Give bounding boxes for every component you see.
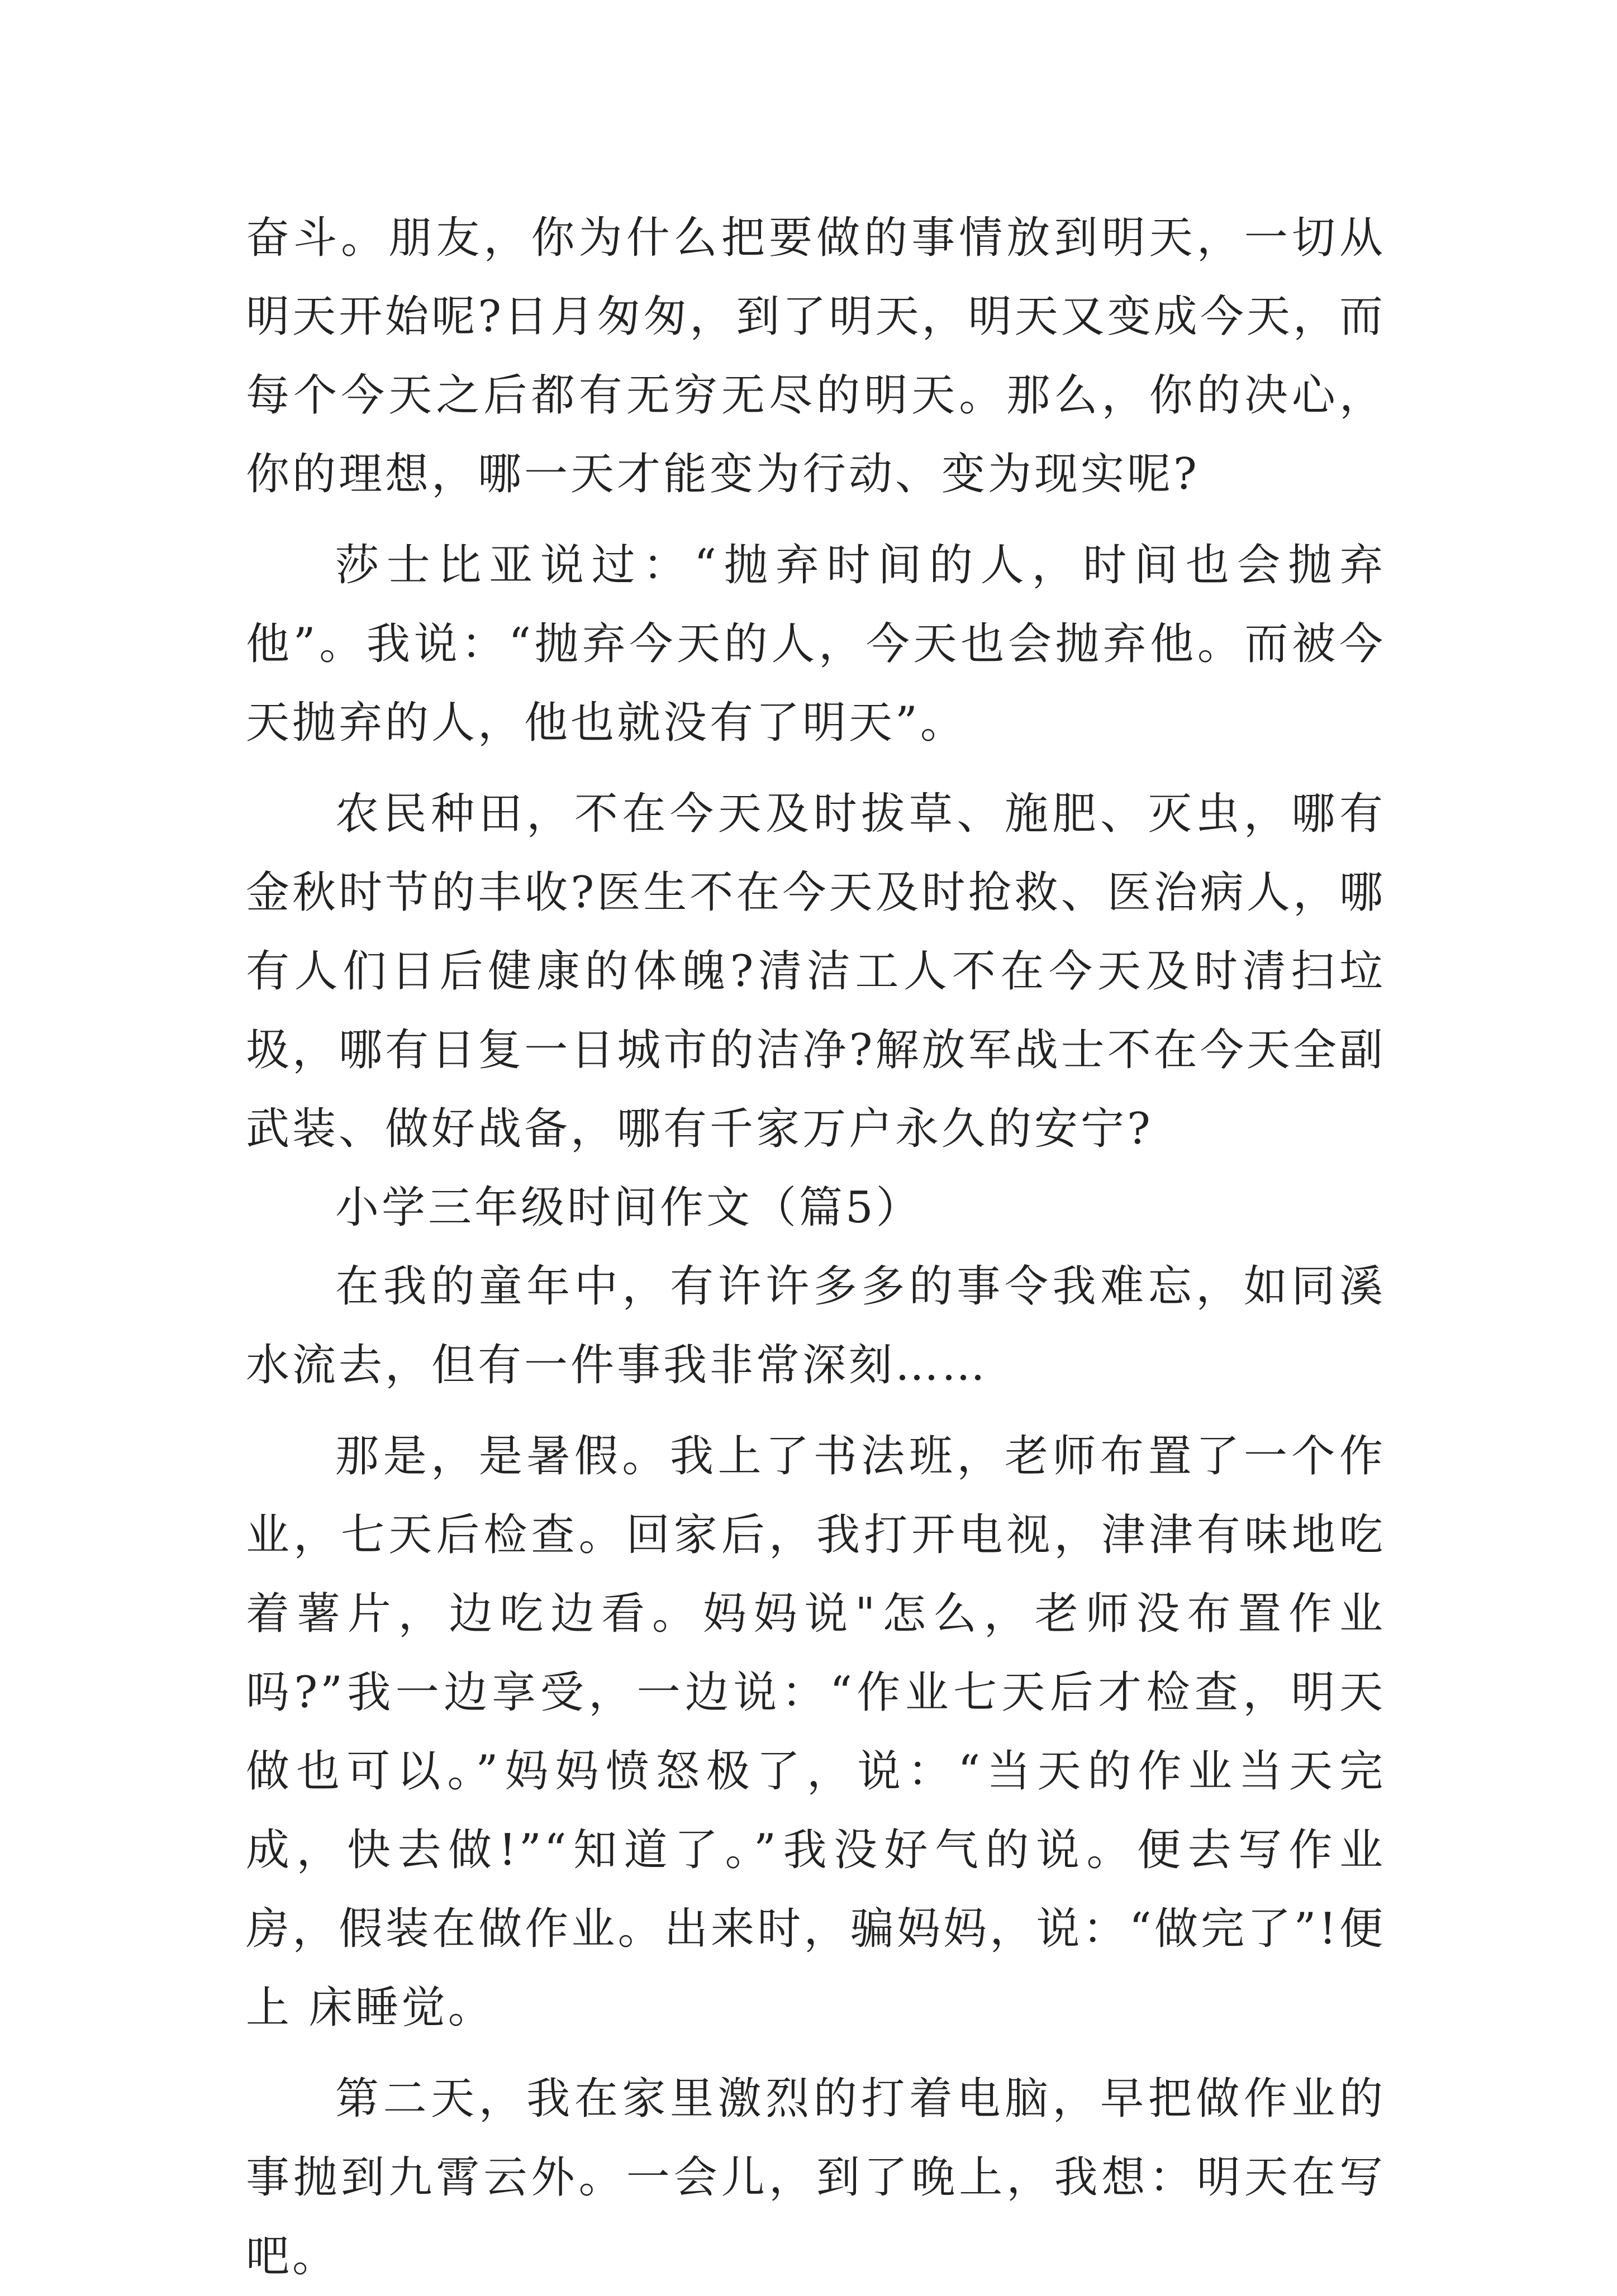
- document-body: [246, 199, 1386, 2296]
- section-heading: 小学三年级时间作文（篇5）: [335, 1183, 922, 1233]
- paragraph-3: 农民种田，不在今天及时拔草、施肥、灭虫，哪有金秋时节的丰收?医生不在今天及时抢救、医治病人，哪有人们日后健康的体魄?清洁工人不在今天及时清扫垃圾，哪有日复一日城市的洁净?解放军战士不在今天全副武装、做好战备，哪有千家万户永久的安宁?: [246, 789, 1386, 1154]
- paragraph-5: 那是，是暑假。我上了书法班，老师布置了一个作业，七天后检查。回家后，我打开电视，津津有味地吃着薯片，边吃边看。妈妈说"怎么，老师没布置作业吗?”我一边享受，一边说：“作业七天后才检查，明天做也可以。”妈妈愤怒极了，说：“当天的作业当天完成，快去做!”“知道了。”我没好气的说。便去写作业房，假装在做作业。出来时，骗妈妈，说：“做完了”!便上 床睡觉。: [246, 1431, 1386, 2033]
- paragraph-6: 第二天，我在家里激烈的打着电脑，早把做作业的事抛到九霄云外。一会儿，到了晚上，我想：明天在写吧。: [246, 2074, 1386, 2281]
- paragraph-2: 莎士比亚说过：“抛弃时间的人，时间也会抛弃他”。我说：“抛弃今天的人，今天也会抛弃他。而被今天抛弃的人，他也就没有了明天”。: [246, 540, 1386, 748]
- paragraph-1: 奋斗。朋友，你为什么把要做的事情放到明天，一切从明天开始呢?日月匆匆，到了明天，明天又变成今天，而每个今天之后都有无穷无尽的明天。那么，你的决心，你的理想，哪一天才能变为行动、变为现实呢?: [246, 213, 1386, 499]
- paragraph-4: 在我的童年中，有许许多多的事令我难忘，如同溪水流去，但有一件事我非常深刻……: [246, 1261, 1386, 1390]
